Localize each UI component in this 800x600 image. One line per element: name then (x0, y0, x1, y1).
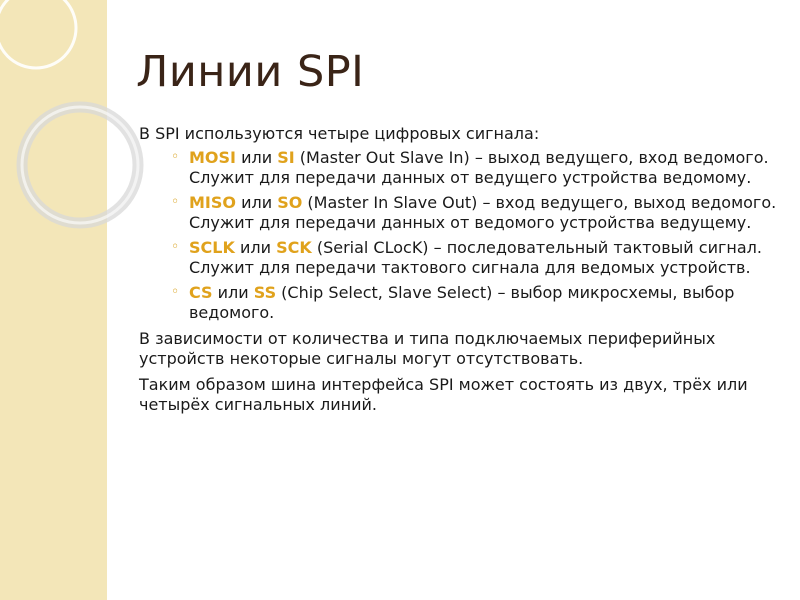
signal-name: CS (189, 283, 213, 302)
signal-sep: или (212, 283, 254, 302)
bullet-marker-icon: ◦ (171, 284, 180, 300)
conclusion-text: Таким образом шина интерфейса SPI может состоять из двух, трёх или четырёх сигнальных линий. (139, 375, 748, 414)
signal-description: (Serial CLocK) – последовательный тактовый сигнал. Служит для передачи тактового сигнала для ведомых устройств. (189, 238, 762, 277)
slide-content (139, 124, 779, 421)
intro-text: В SPI используются четыре цифровых сигнала: (139, 124, 540, 143)
signal-description: (Chip Select, Slave Select) – выбор микросхемы, выбор ведомого. (189, 283, 735, 322)
list-item (171, 283, 779, 323)
list-item (171, 238, 779, 278)
signal-name: SCLK (189, 238, 235, 257)
signal-name: MISO (189, 193, 236, 212)
signal-sep: или (236, 148, 278, 167)
signal-description: (Master In Slave Out) – вход ведущего, выход ведомого. Служит для передачи данных от ведомого устройства ведущему. (189, 193, 777, 232)
list-item (171, 193, 779, 233)
bullet-marker-icon: ◦ (171, 194, 180, 210)
bullet-marker-icon: ◦ (171, 149, 180, 165)
signal-alias: SI (277, 148, 295, 167)
signal-alias: SS (253, 283, 277, 302)
signal-description: (Master Out Slave In) – выход ведущего, вход ведомого. Служит для передачи данных от ведущего устройства ведомому. (189, 148, 769, 187)
signal-sep: или (236, 193, 278, 212)
signal-alias: SCK (276, 238, 312, 257)
signal-name: MOSI (189, 148, 236, 167)
list-item (171, 148, 779, 188)
signal-list (139, 148, 779, 323)
slide-title: Линии SPI (136, 47, 365, 97)
signal-sep: или (234, 238, 277, 257)
signal-alias: SO (277, 193, 303, 212)
dependency-text: В зависимости от количества и типа подключаемых периферийных устройств некоторые сигналы могут отсутствовать. (139, 329, 716, 368)
bullet-marker-icon: ◦ (171, 239, 180, 255)
